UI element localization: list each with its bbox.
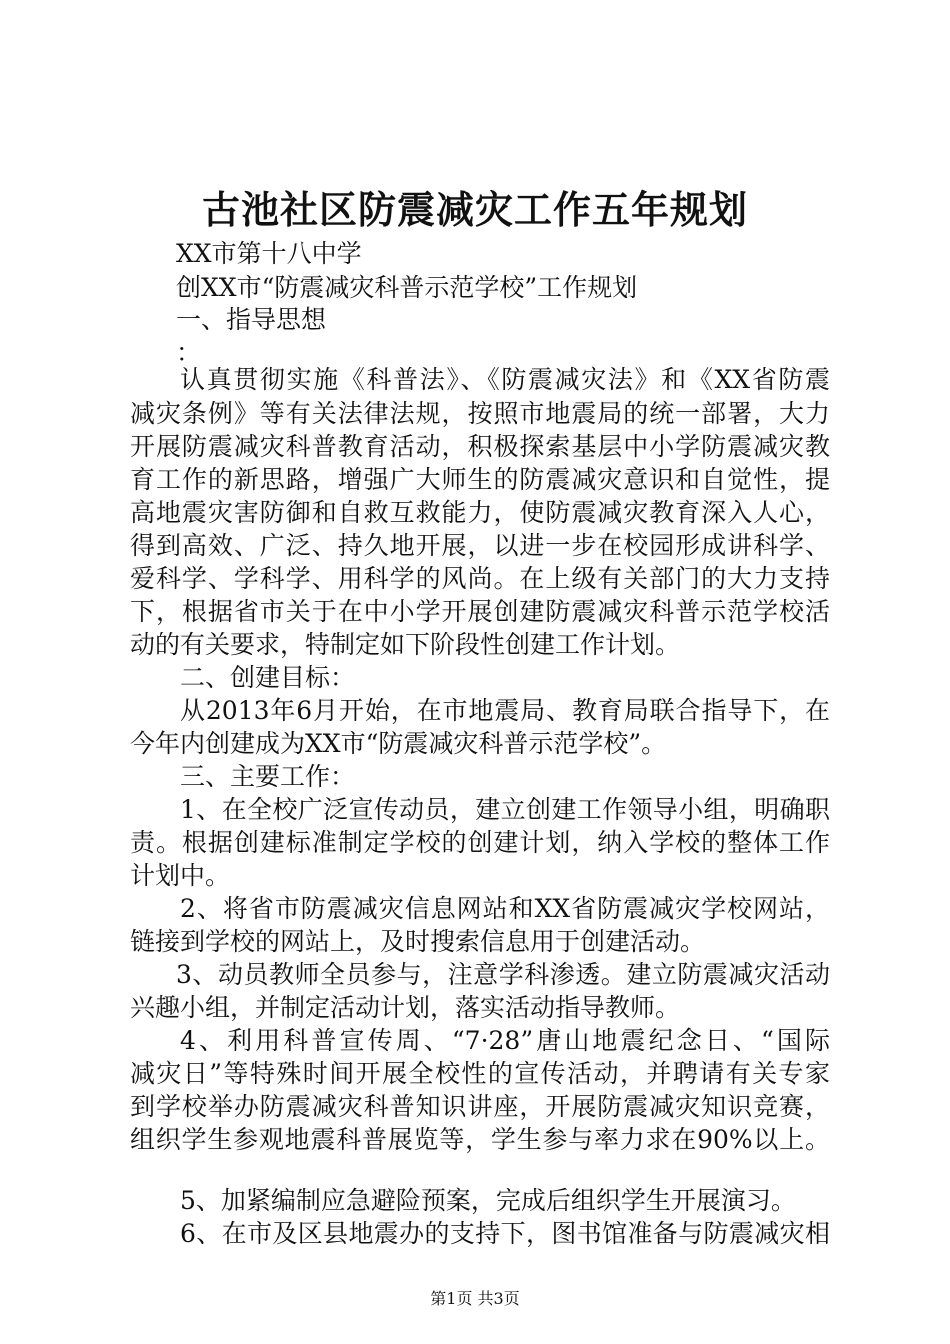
paragraph-line: 兴趣小组，并制定活动计划，落实活动指导教师。 (130, 993, 681, 1022)
page-footer: 第1页 共3页 (430, 1289, 520, 1308)
paragraph-line: 育工作的新思路，增强广大师生的防震减灾意识和自觉性，提 (130, 465, 830, 494)
section-heading-1: 一、指导思想 (176, 305, 327, 334)
colon-line: ： (176, 338, 202, 367)
paragraph-line: 2、将省市防震减灾信息网站和XX省防震减灾学校网站， (180, 894, 830, 923)
paragraph-line: 到学校举办防震减灾科普知识讲座，开展防震减灾知识竞赛， (130, 1092, 830, 1121)
paragraph-line: 链接到学校的网站上，及时搜索信息用于创建活动。 (130, 927, 706, 956)
paragraph-line: 3、动员教师全员参与，注意学科渗透。建立防震减灾活动 (176, 960, 830, 989)
section-heading-3: 三、主要工作： (180, 762, 356, 791)
section-heading-2: 二、创建目标： (180, 663, 356, 692)
paragraph-line: 下，根据省市关于在中小学开展创建防震减灾科普示范学校活 (130, 597, 830, 626)
paragraph-line: 组织学生参观地震科普展览等，学生参与率力求在90%以上。 (130, 1125, 830, 1154)
paragraph-line: 5、加紧编制应急避险预案，完成后组织学生开展演习。 (180, 1186, 796, 1215)
document-title: 古池社区防震减灾工作五年规划 (201, 187, 748, 232)
paragraph-line: 从2013年6月开始，在市地震局、教育局联合指导下，在 (180, 696, 830, 725)
paragraph-line: 1、在全校广泛宣传动员，建立创建工作领导小组，明确职 (180, 795, 830, 824)
paragraph-line: 爱科学、学科学、用科学的风尚。在上级有关部门的大力支持 (130, 564, 830, 593)
paragraph-line: 动的有关要求，特制定如下阶段性创建工作计划。 (130, 630, 681, 659)
plan-subtitle-line: 创XX市“防震减灾科普示范学校”工作规划 (176, 273, 638, 302)
paragraph-line: 4、利用科普宣传周、“7·28”唐山地震纪念日、“国际 (180, 1026, 830, 1055)
paragraph-line: 开展防震减灾科普教育活动，积极探索基层中小学防震减灾教 (130, 432, 830, 461)
paragraph-line: 减灾日”等特殊时间开展全校性的宣传活动，并聘请有关专家 (130, 1059, 830, 1088)
paragraph-line: 计划中。 (130, 861, 231, 890)
paragraph-line: 高地震灾害防御和自救互救能力，使防震减灾教育深入人心， (130, 498, 830, 527)
school-name-line: XX市第十八中学 (176, 239, 362, 268)
paragraph-line: 责。根据创建标准制定学校的创建计划，纳入学校的整体工作 (130, 828, 830, 857)
paragraph-line: 认真贯彻实施《科普法》、《防震减灾法》和《XX省防震 (180, 365, 830, 394)
paragraph-line: 今年内创建成为XX市“防震减灾科普示范学校”。 (130, 729, 667, 758)
paragraph-line: 6、在市及区县地震办的支持下，图书馆准备与防震减灾相 (180, 1219, 830, 1248)
paragraph-line: 减灾条例》等有关法律法规，按照市地震局的统一部署，大力 (130, 399, 830, 428)
paragraph-line: 得到高效、广泛、持久地开展，以进一步在校园形成讲科学、 (130, 531, 830, 560)
